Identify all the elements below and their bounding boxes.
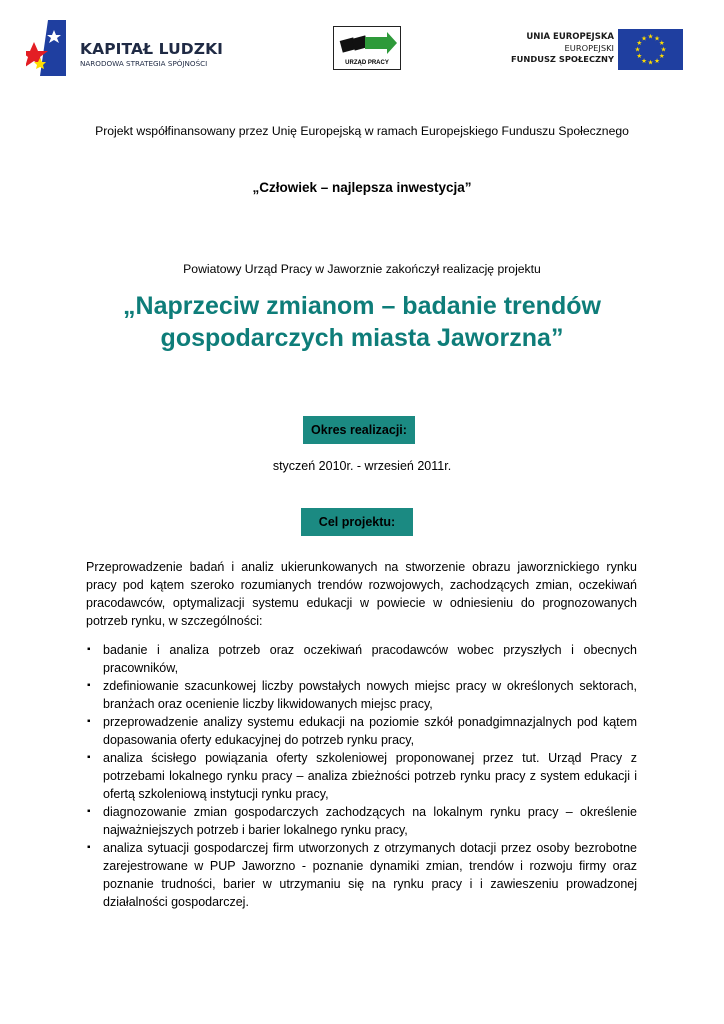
- list-item-text: zdefiniowanie szacunkowej liczby powstałych nowych miejsc pracy w określonych sektorach, branżach oraz ocenienie liczby likwidowanych miejsc pracy,: [103, 679, 637, 711]
- list-item-text: badanie i analiza potrzeb oraz oczekiwań pracodawców wobec przyszłych i obecnych pracowników,: [103, 643, 637, 675]
- logo-bar: [0, 0, 724, 80]
- announcement: Powiatowy Urząd Pracy w Jaworznie zakończył realizację projektu: [183, 262, 541, 276]
- urzad-pracy-logo: [333, 26, 401, 70]
- bullet-icon: ▪: [87, 752, 91, 763]
- kapital-ludzki-logo: [26, 20, 246, 76]
- list-item: [86, 749, 637, 803]
- eu-star-icon: ★: [654, 57, 660, 65]
- eu-star-icon: ★: [636, 53, 643, 61]
- list-item: [86, 641, 637, 677]
- list-item-text: analiza sytuacji gospodarczej firm utworzonych z otrzymanych dotacji przez osoby bezrobotne zarejestrowane w PUP Jaworzno - poznanie dynamiki zmian, trendów i rozwoju firmy oraz poznanie trudności, barier w utrzymaniu się na rynku pracy i i zawieszeniu prowadzonej działalności gospodarczej.: [103, 841, 637, 909]
- eu-star-icon: ★: [647, 33, 654, 41]
- list-item-text: analiza ścisłego powiązania oferty szkoleniowej proponowanej przez tut. Urząd Pracy z potrzebami lokalnego rynku pracy – analiza zbieżności potrzeb rynku pracy z system edukacji i ofertą szkoleniową instytucji rynku pracy,: [103, 751, 637, 801]
- bullet-icon: ▪: [87, 716, 91, 727]
- eu-star-icon: ★: [658, 53, 665, 61]
- eu-star-icon: ★: [641, 35, 647, 43]
- project-title-line-1: „Naprzeciw zmianom – badanie trendów: [123, 292, 601, 320]
- list-item: [86, 839, 637, 911]
- eu-star-icon: ★: [634, 46, 641, 54]
- goal-list: [86, 641, 637, 911]
- list-item-text: przeprowadzenie analizy systemu edukacji na poziomie szkół ponadgimnazjalnych pod kątem dopasowania oferty edukacyjnej do potrzeb rynku pracy,: [103, 715, 637, 747]
- period-value: styczeń 2010r. - wrzesień 2011r.: [272, 459, 452, 473]
- eu-star-icon: ★: [636, 40, 643, 48]
- eu-star-icon: ★: [641, 57, 647, 65]
- kapital-ludzki-emblem-icon: [26, 20, 66, 76]
- kapital-ludzki-subtitle: NARODOWA STRATEGIA SPÓJNOŚCI: [80, 59, 208, 68]
- bullet-icon: ▪: [87, 806, 91, 817]
- urzad-pracy-label: URZĄD PRACY: [345, 60, 389, 66]
- list-item: [86, 677, 637, 713]
- eu-star-icon: ★: [647, 59, 654, 67]
- eu-text: [511, 32, 614, 65]
- bullet-icon: ▪: [87, 842, 91, 853]
- period-label-box: Okres realizacji:: [303, 416, 415, 444]
- project-title: [0, 290, 724, 354]
- kapital-ludzki-title: KAPITAŁ LUDZKI: [80, 40, 224, 58]
- slogan: „Człowiek – najlepsza inwestycja”: [252, 180, 472, 195]
- list-item: [86, 713, 637, 749]
- goal-label-box: Cel projektu:: [301, 508, 413, 536]
- list-item-text: diagnozowanie zmian gospodarczych zachodzących na lokalnym rynku pracy – określenie najważniejszych potrzeb i barier lokalnego rynku pracy,: [103, 805, 637, 837]
- eu-line-1: UNIA EUROPEJSKA: [526, 32, 614, 42]
- urzad-pracy-arrow-icon: [335, 29, 399, 59]
- eu-star-icon: ★: [654, 35, 660, 43]
- eu-star-icon: ★: [660, 46, 667, 54]
- bullet-icon: ▪: [87, 680, 91, 691]
- list-item: [86, 803, 637, 839]
- eu-line-3: FUNDUSZ SPOŁECZNY: [510, 54, 614, 64]
- bullet-icon: ▪: [87, 644, 91, 655]
- eu-line-2: EUROPEJSKI: [564, 43, 614, 53]
- eu-flag-icon: [618, 29, 683, 70]
- cofinancing-note: Projekt współfinansowany przez Unię Europejską w ramach Europejskiego Funduszu Społecznego: [95, 124, 629, 138]
- project-title-line-2: gospodarczych miasta Jaworzna”: [160, 324, 564, 352]
- eu-star-icon: ★: [658, 40, 665, 48]
- goal-intro: Przeprowadzenie badań i analiz ukierunkowanych na stworzenie obrazu jaworznickiego rynku pracy pod kątem szeroko rozumianych trendów rozwojowych, zachodzących zmian, oczekiwań pracodawców, optymalizacji systemu edukacji w powiecie w odniesieniu do prognozowanych potrzeb rynku, w szczególności:: [86, 560, 637, 628]
